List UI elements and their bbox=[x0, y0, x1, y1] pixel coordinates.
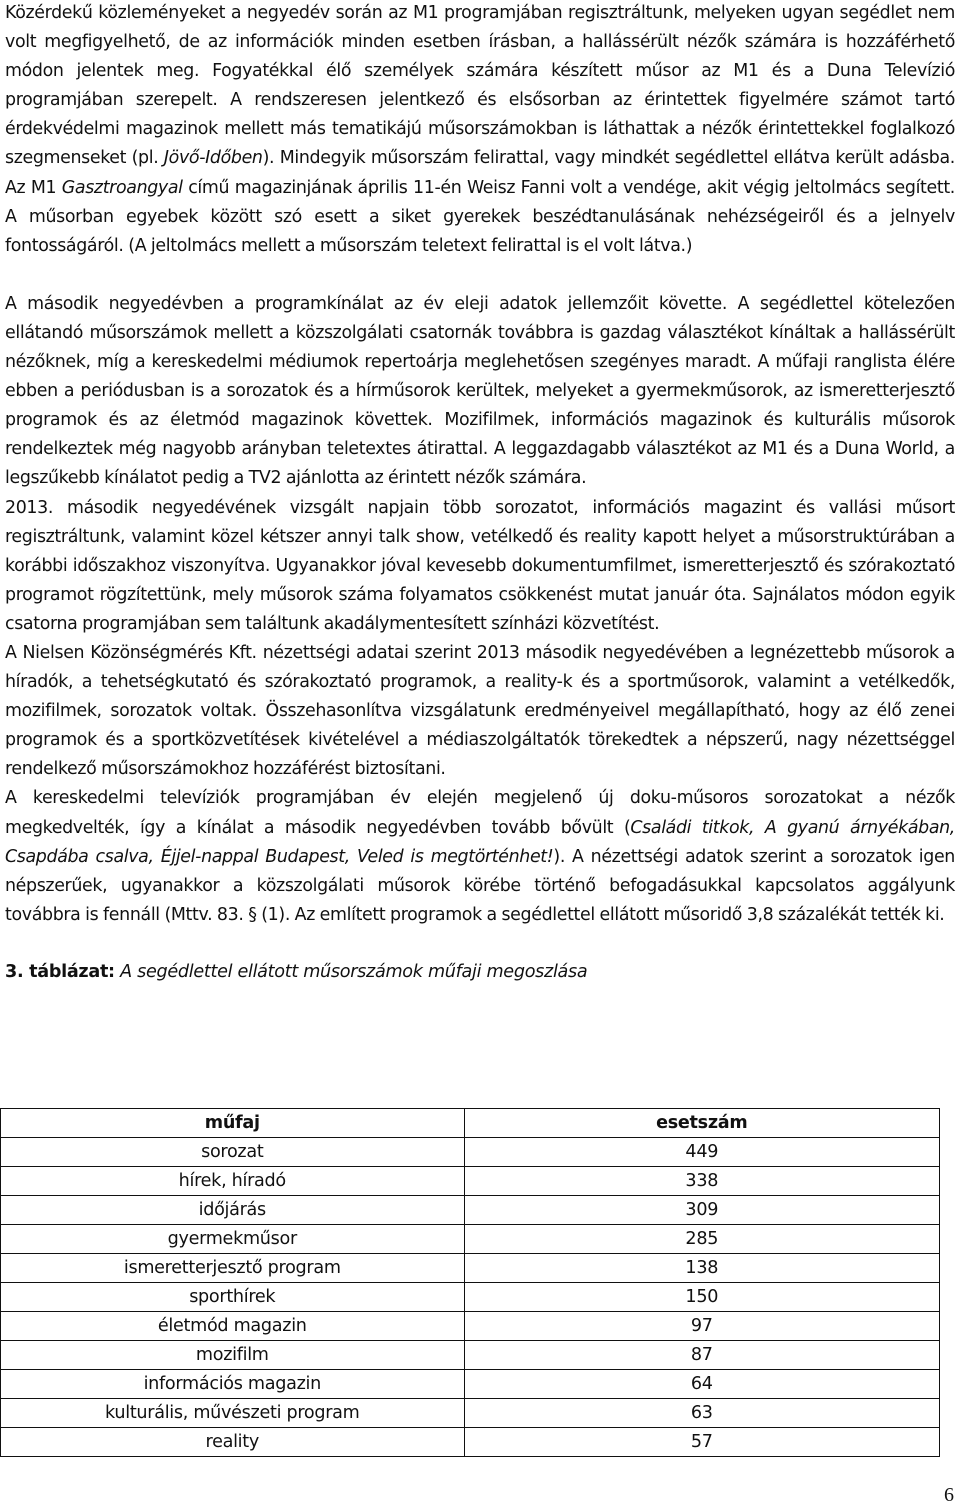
paragraph-accessibility-notices bbox=[5, 0, 955, 261]
column-header-genre: műfaj bbox=[1, 1109, 465, 1138]
table-caption-label: 3. táblázat: bbox=[5, 961, 115, 982]
cell-count: 57 bbox=[464, 1428, 939, 1457]
paragraph-nielsen-ratings bbox=[5, 639, 955, 784]
cell-genre: mozifilm bbox=[1, 1341, 465, 1370]
body-text: ). Mindegyik műsorszám felirattal, vagy mindkét segédlettel ellátva került adásba. Az M1 bbox=[5, 148, 955, 198]
cell-count: 87 bbox=[464, 1341, 939, 1370]
paragraph-second-quarter-offer bbox=[5, 290, 955, 494]
cell-genre: életmód magazin bbox=[1, 1312, 465, 1341]
cell-count: 309 bbox=[464, 1196, 939, 1225]
table-caption bbox=[5, 958, 955, 987]
cell-count: 138 bbox=[464, 1254, 939, 1283]
cell-count: 97 bbox=[464, 1312, 939, 1341]
table-row bbox=[1, 1370, 940, 1399]
cell-count: 64 bbox=[464, 1370, 939, 1399]
body-text: című magazinjának április 11-én Weisz Fanni volt a vendége, akit végig jeltolmács segített. A műsorban egyebek között szó esett a siket gyerekek beszédtanulásának nehézségeiről és a jelnyelv fontosságáról. (A jeltolmács mellett a műsorszám teletext felirattal is el volt látva.) bbox=[5, 177, 955, 256]
body-text: ). A nézettségi adatok szerint a sorozatok igen népszerűek, ugyanakkor a közszolgálati műsorok körébe történő befogadásukkal kapcsolatos aggályunk továbbra is fennáll (Mttv. 83. § (1). Az említett programok a segédlettel ellátott műsoridő 3,8 százalékát tették ki. bbox=[5, 846, 955, 925]
column-header-count: esetszám bbox=[464, 1109, 939, 1138]
table-row bbox=[1, 1138, 940, 1167]
body-text: A második negyedévben a programkínálat az év eleji adatok jellemzőit követte. A segédlettel kötelezően ellátandó műsorszámok mellett a közszolgálati csatornák továbbra is gazdag választékot kínáltak a hallássérült nézőknek, míg a kereskedelmi médiumok repertoárja meglehetősen szegényes maradt. A műfaji ranglista élére ebben a periódusban is a sorozatok és a hírműsorok kerültek, melyeket a gyermekműsorok, az ismeretterjesztő programok és az életmód magazinok követtek. Mozifilmek, információs magazinok és kulturális műsorok rendelkeztek még nagyobb arányban teletextes átirattal. A leggazdagabb választékot az M1 és a Duna World, a legszűkebb kínálatot pedig a TV2 ajánlotta az érintett nézők számára. bbox=[5, 293, 955, 489]
cell-count: 150 bbox=[464, 1283, 939, 1312]
cell-genre: ismeretterjesztő program bbox=[1, 1254, 465, 1283]
cell-genre: időjárás bbox=[1, 1196, 465, 1225]
paragraph-commercial-series bbox=[5, 784, 955, 929]
document-page bbox=[5, 0, 955, 987]
page-number: 6 bbox=[944, 1484, 954, 1506]
cell-genre: sporthírek bbox=[1, 1283, 465, 1312]
table-header-row bbox=[1, 1109, 940, 1138]
body-text: 2013. második negyedévének vizsgált napjain több sorozatot, információs magazint és vallási műsort regisztráltunk, valamint közel kétszer annyi talk show, vetélkedő és reality kapott helyet a műsorstruktúrában a korábbi időszakhoz viszonyítva. Ugyanakkor jóval kevesebb dokumentumfilmet, ismeretterjesztő és szórakoztató programot rögzítettünk, mely műsorok száma folyamatos csökkenést mutat január óta. Sajnálatos módon egyik csatorna programjában sem találtunk akadálymentesített színházi közvetítést. bbox=[5, 497, 955, 634]
body-text: Közérdekű közleményeket a negyedév során az M1 programjában regisztráltunk, melyeken ugyan segédlet nem volt megfigyelhető, de az információk minden esetben írásban, a hallássérült nézők számára is hozzáférhető módon jelentek meg. Fogyatékkal élő személyek számára készített műsor az M1 és a Duna Televízió programjában szerepelt. A rendszeresen jelentkező és elsősorban az érintettek figyelmére számot tartó érdekvédelmi magazinok mellett más tematikájú műsorszámokban is láthattak a nézők érintettekkel foglalkozó szegmenseket (pl. bbox=[5, 3, 955, 169]
cell-count: 63 bbox=[464, 1399, 939, 1428]
italic-title-text: Gasztroangyal bbox=[61, 177, 183, 198]
cell-genre: reality bbox=[1, 1428, 465, 1457]
table-row bbox=[1, 1399, 940, 1428]
table-row bbox=[1, 1312, 940, 1341]
cell-genre: kulturális, művészeti program bbox=[1, 1399, 465, 1428]
table-row bbox=[1, 1254, 940, 1283]
body-text: A Nielsen Közönségmérés Kft. nézettségi adatai szerint 2013 második negyedévében a legnézettebb műsorok a híradók, a tehetségkutató és szórakoztató programok, a reality-k és a sportműsorok, valamint a vetélkedők, mozifilmek, sorozatok voltak. Összehasonlítva vizsgálatunk eredményeivel megállapítható, hogy az élő zenei programok és a sportközvetítések kivételével a médiaszolgáltatók törekedtek a népszerű, nagy nézettséggel rendelkező műsorszámokhoz hozzáférést biztosítani. bbox=[5, 642, 955, 780]
cell-count: 285 bbox=[464, 1225, 939, 1254]
cell-count: 449 bbox=[464, 1138, 939, 1167]
cell-count: 338 bbox=[464, 1167, 939, 1196]
table-row bbox=[1, 1167, 940, 1196]
cell-genre: sorozat bbox=[1, 1138, 465, 1167]
cell-genre: gyermekműsor bbox=[1, 1225, 465, 1254]
paragraph-registered-programs bbox=[5, 494, 955, 639]
body-text: A kereskedelmi televíziók programjában év elején megjelenő új doku-műsoros sorozatokat a nézők megkedvelték, így a kínálat a második negyedévben tovább bővült ( bbox=[5, 788, 955, 838]
table-row bbox=[1, 1428, 940, 1457]
italic-title-text: Jövő-Időben bbox=[163, 148, 263, 169]
table-row bbox=[1, 1283, 940, 1312]
table-body bbox=[1, 1138, 940, 1457]
genre-distribution-table bbox=[0, 1108, 940, 1457]
cell-genre: információs magazin bbox=[1, 1370, 465, 1399]
table-row bbox=[1, 1196, 940, 1225]
table-row bbox=[1, 1225, 940, 1254]
cell-genre: hírek, híradó bbox=[1, 1167, 465, 1196]
table-caption-title: A segédlettel ellátott műsorszámok műfaji megoszlása bbox=[120, 961, 588, 982]
italic-title-text: Családi titkok, A gyanú árnyékában, Csapdába csalva, Éjjel-nappal Budapest, Veled is megtörténhet! bbox=[5, 817, 955, 867]
table-row bbox=[1, 1341, 940, 1370]
